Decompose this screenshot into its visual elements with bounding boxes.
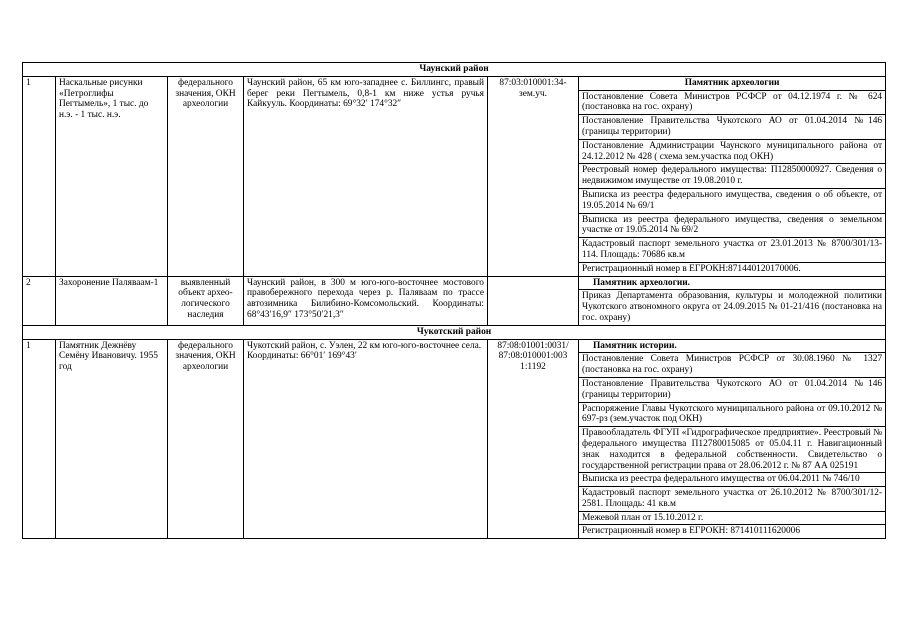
document-item: Постановление Правительства Чукотского АО от 01.04.2014 №146 (границы территории) bbox=[579, 115, 885, 140]
document-item: Кадастровый паспорт земельного участка от 26.10.2012 № 8700/301/12-2581. Площадь: 41 кв.м bbox=[579, 487, 885, 512]
monument-category: федерального значения, ОКН археологии bbox=[168, 76, 244, 276]
documents-list bbox=[579, 77, 885, 276]
monuments-table bbox=[22, 62, 886, 539]
document-item: Постановление Совета Министров РСФСР от 04.12.1974 г. № 624 (постановка на гос. охрану) bbox=[579, 90, 885, 115]
monument-category: выявленный объект архео-логического наследия bbox=[168, 276, 244, 325]
table-row bbox=[23, 276, 886, 325]
row-number: 1 bbox=[23, 339, 56, 539]
monument-name: Захоронение Паляваам-1 bbox=[56, 276, 168, 325]
monument-location: Чукотский район, с. Уэлен, 22 км юго-юго-восточнее села. Координаты: 66°01′ 169°43′ bbox=[244, 339, 488, 539]
table-row bbox=[23, 76, 886, 276]
documents-list bbox=[579, 277, 885, 325]
register-page bbox=[22, 62, 885, 539]
document-item: Постановление Администрации Чаунского муниципального района от 24.12.2012 № 428 ( схема зем.участка под ОКН) bbox=[579, 139, 885, 164]
document-item: Межевой план от 15.10.2012 г. bbox=[579, 511, 885, 525]
documents-cell bbox=[579, 339, 886, 539]
document-item: Приказ Департамента образования, культуры и молодежной политики Чукотского атвономного округа от 24.09.2015 № 01-21/416 (постановка на гос. охрану) bbox=[582, 291, 883, 323]
monument-location: Чаунский район, 65 км юго-западнее с. Биллингс, правый берег реки Пегтымель, 0,8-1 км ниже устья ручья Кайкууль. Координаты: 69°32′ 174°32″ bbox=[244, 76, 488, 276]
document-item: Регистрационный номер в ЕГРОКН:871440120170006. bbox=[582, 263, 801, 274]
document-item: Кадастровый паспорт земельного участка от 23.01.2013 № 8700/301/13-114. Площадь: 70686 кв.м bbox=[579, 238, 885, 263]
document-item: Выписка из реестра федерального имущества, сведения о земельном участке от 19.05.2014 № 69/2 bbox=[579, 213, 885, 238]
region-header-row bbox=[23, 63, 886, 77]
region-header-row bbox=[23, 325, 886, 339]
document-item: Постановление Правительства Чукотского АО от 01.04.2014 №146 (границы территории) bbox=[579, 377, 885, 402]
document-heading: Памятник археологии bbox=[579, 77, 885, 90]
document-item: Распоряжение Главы Чукотского муниципального района от 09.10.2012 № 697-рз (зем.участок под ОКН) bbox=[579, 402, 885, 427]
monument-name: Памятник Дежнёву Семёну Ивановичу. 1955 год bbox=[56, 339, 168, 539]
document-heading: Памятник археологии. bbox=[579, 277, 885, 290]
cadastral-number: 87:03:010001:34-зем.уч. bbox=[488, 76, 579, 276]
row-number: 2 bbox=[23, 276, 56, 325]
table-row bbox=[23, 339, 886, 539]
documents-cell bbox=[579, 76, 886, 276]
documents-list bbox=[579, 340, 885, 539]
document-item: Правообладатель ФГУП «Гидрографическое предприятие». Реестровый № федерального имущества П12780015085 от 05.04.11 г. Навигационный знак находится в федеральной собственности. Свидетельство о государственной регистрации права от 28.06.2012 г. № 87 АА 025191 bbox=[579, 427, 885, 473]
row-number: 1 bbox=[23, 76, 56, 276]
monument-location: Чаунский район, в 300 м юго-юго-восточнее мостового правобережного перехода через р. Паляваам по трассе автозимника Билибино-Комсомольский. Координаты: 68°43′16,9″ 173°50′21,3″ bbox=[244, 276, 488, 325]
region-title: Чукотский район bbox=[23, 325, 886, 339]
document-item: Регистрационный номер в ЕГРОКН: 871410111620006 bbox=[582, 526, 801, 537]
monument-category: федерального значения, ОКН археологии bbox=[168, 339, 244, 539]
document-heading: Памятник истории. bbox=[579, 340, 885, 353]
document-item: Выписка из реестра федерального имущества, сведения о об объекте, от 19.05.2014 № 69/1 bbox=[579, 188, 885, 213]
cadastral-number bbox=[488, 276, 579, 325]
document-item: Реестровый номер федерального имущества: П12850000927. Сведения о недвижимом имуществе от 19.08.2010 г. bbox=[579, 164, 885, 189]
document-item: Выписка из реестра федерального имущества от 06.04.2011 № 746/10 bbox=[579, 473, 885, 487]
document-item: Постановление Совета Министров РСФСР от 30.08.1960 № 1327 (постановка на гос. охрану) bbox=[579, 353, 885, 378]
cadastral-number: 87:08:01001:0031/ 87:08:010001:003 1:1192 bbox=[488, 339, 579, 539]
region-title: Чаунский район bbox=[23, 63, 886, 77]
monument-name: Наскальные рисунки «Петроглифы Пегтымель», 1 тыс. до н.э. - 1 тыс. н.э. bbox=[56, 76, 168, 276]
documents-cell bbox=[579, 276, 886, 325]
